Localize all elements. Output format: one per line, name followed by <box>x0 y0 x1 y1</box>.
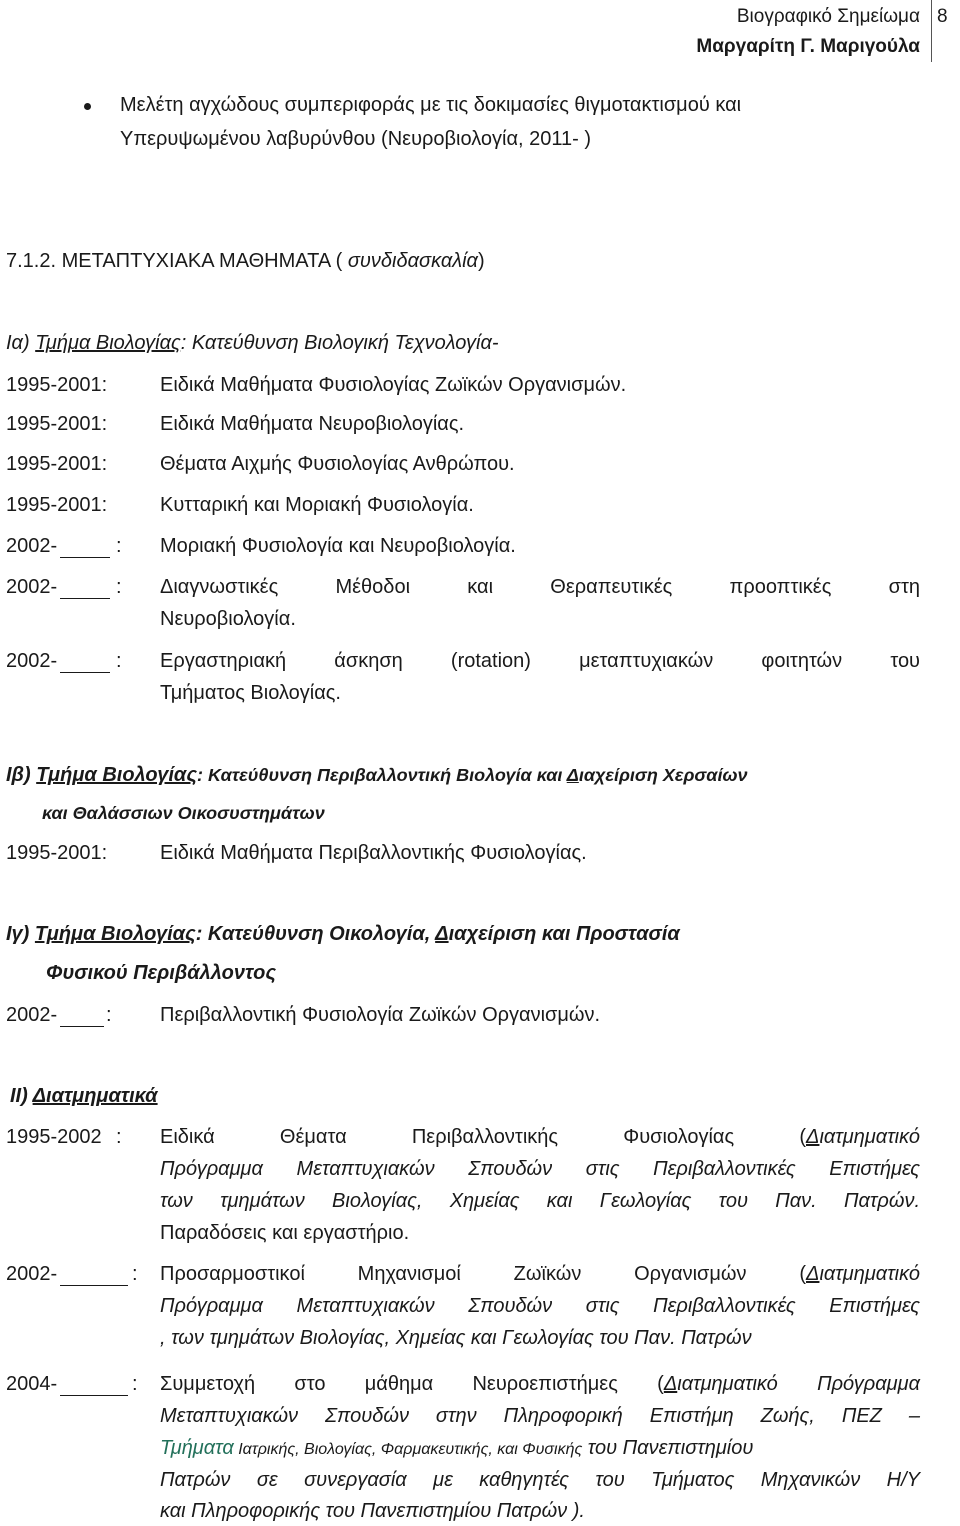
ia-row-6-sep: : <box>116 650 122 672</box>
ib-heading-2: και Θαλάσσιων Οικοσυστημάτων <box>42 803 325 823</box>
date-underline <box>60 557 110 558</box>
ig-heading-2: Φυσικού Περιβάλλοντος <box>46 962 276 984</box>
ia-row-4-text: Μοριακή Φυσιολογία και Νευροβιολογία. <box>160 535 516 557</box>
ii-row-1-l1-plain: Προσαρμοστικοί Μηχανισμοί Ζωϊκών Οργανισμών ( <box>160 1263 807 1285</box>
ii-row-1-l1-u: Δ <box>806 1263 820 1285</box>
ib-direction-1b: ιαχείριση Χερσαίων <box>578 765 748 785</box>
ii-row-2-line-1 <box>160 1373 920 1396</box>
ia-row-0-text: Ειδικά Μαθήματα Φυσιολογίας Ζωϊκών Οργανισμών. <box>160 374 627 396</box>
ib-direction-1u: Δ <box>566 765 579 785</box>
row-sep: : <box>101 842 108 864</box>
ii-row-0-line-3: των τμημάτων Βιολογίας, Χημείας και Γεωλογίας του Παν. Πατρών. <box>160 1190 920 1212</box>
ig-direction-1b: ιαχείριση και Προστασία <box>448 923 680 945</box>
ii-row-1-line-3: , των τμημάτων Βιολογίας, Χημείας και Γεωλογίας του Παν. Πατρών <box>160 1327 752 1349</box>
ii-label: ΙΙ) <box>10 1085 33 1107</box>
ia-row-6-text-2: Τμήματος Βιολογίας. <box>160 682 341 704</box>
ia-heading <box>6 332 499 355</box>
ii-row-2-l3-teal: Τμήματα <box>160 1437 234 1459</box>
ia-row-3 <box>6 494 107 517</box>
ia-row-4-date: 2002- <box>6 535 58 557</box>
row-date: 1995-2001 <box>6 842 102 864</box>
row-sep: : <box>101 413 108 435</box>
ia-row-0 <box>6 374 107 397</box>
ii-row-2-l3-rest: του Πανεπιστημίου <box>582 1437 754 1459</box>
ig-direction-1a: : Κατεύθυνση Οικολογία, <box>195 923 436 945</box>
ii-row-2-l1-it: ιατμηματικό Πρόγραμμα <box>677 1373 920 1395</box>
ia-row-1 <box>6 413 107 436</box>
ii-row-0-sep: : <box>116 1126 122 1148</box>
ig-direction-1u: Δ <box>435 923 449 945</box>
ig-row-sep: : <box>106 1004 112 1026</box>
ib-direction-1: : Κατεύθυνση Περιβαλλοντική Βιολογία και <box>196 765 567 785</box>
ig-label: Ιγ) <box>6 923 35 945</box>
ia-row-5-date: 2002- <box>6 576 58 598</box>
ia-row-5-text-2: Νευροβιολογία. <box>160 608 296 630</box>
date-underline <box>60 598 110 599</box>
section-heading-suffix: ) <box>477 250 485 272</box>
ii-row-1-line-2: Πρόγραμμα Μεταπτυχιακών Σπουδών στις Περιβαλλοντικές Επιστήμες <box>160 1295 920 1317</box>
ii-row-2-line-5: και Πληροφορικής του Πανεπιστημίου Πατρών ). <box>160 1500 585 1522</box>
ii-row-1-line-1 <box>160 1263 920 1286</box>
ii-row-2-l1-u: Δ <box>663 1373 678 1395</box>
ib-heading-1 <box>6 764 747 787</box>
ii-row-0-l1-plain: Ειδικά Θέματα Περιβαλλοντικής Φυσιολογίας ( <box>160 1126 807 1148</box>
section-heading-prefix: 7.1.2. ΜΕΤΑΠΤΥΧΙΑΚΑ ΜΑΘΗΜΑΤΑ ( <box>6 250 348 272</box>
section-heading <box>6 250 485 273</box>
row-date: 1995-2001 <box>6 413 102 435</box>
ig-dept: Τμήμα Βιολογίας <box>34 923 196 945</box>
ii-row-1-l1-it: ιατμηματικό <box>819 1263 920 1285</box>
ii-row-1-date: 2002- <box>6 1263 58 1285</box>
ia-dept: Τμήμα Βιολογίας <box>35 332 181 354</box>
ia-row-6-text-1: Εργαστηριακή άσκηση (rotation) μεταπτυχιακών φοιτητών του <box>160 650 920 672</box>
ii-title: Διατμηματικά <box>32 1085 158 1107</box>
ii-heading <box>10 1085 158 1108</box>
ig-row-text: Περιβαλλοντική Φυσιολογία Ζωϊκών Οργανισμών. <box>160 1004 601 1026</box>
date-underline <box>60 1026 104 1027</box>
row-sep: : <box>101 494 108 516</box>
ib-row-text: Ειδικά Μαθήματα Περιβαλλοντικής Φυσιολογίας. <box>160 842 587 864</box>
ia-direction: : Κατεύθυνση Βιολογική Τεχνολογία- <box>180 332 499 354</box>
row-sep: : <box>101 374 108 396</box>
header-divider <box>931 0 932 62</box>
ii-row-2-line-4: Πατρών σε συνεργασία με καθηγητές του Τμήματος Μηχανικών Η/Υ <box>160 1469 920 1491</box>
ib-label: Ιβ) <box>6 764 37 786</box>
ii-row-0-date: 1995-2002 <box>6 1126 102 1148</box>
ig-heading-1 <box>6 923 680 946</box>
ia-row-3-text: Κυτταρική και Μοριακή Φυσιολογία. <box>160 494 474 516</box>
header-author: Μαργαρίτη Γ. Μαριγούλα <box>696 36 920 57</box>
ib-row <box>6 842 107 865</box>
bullet-line-1: Μελέτη αγχώδους συμπεριφοράς με τις δοκιμασίες θιγμοτακτισμού και <box>120 94 742 116</box>
page-number: 8 <box>937 6 948 27</box>
ia-row-2 <box>6 453 107 476</box>
ii-row-1-sep: : <box>132 1263 138 1285</box>
row-date: 1995-2001 <box>6 453 102 475</box>
bullet-dot <box>84 103 91 110</box>
date-underline <box>60 672 110 673</box>
header-title: Βιογραφικό Σημείωμα <box>736 6 920 27</box>
ia-row-4-sep: : <box>116 535 122 557</box>
ia-row-6-date: 2002- <box>6 650 58 672</box>
row-date: 1995-2001 <box>6 374 102 396</box>
bullet-line-2: Υπερυψωμένου λαβυρύνθου (Νευροβιολογία, 2011- ) <box>120 128 592 150</box>
row-sep: : <box>101 453 108 475</box>
ii-row-0-l1-u: Δ <box>806 1126 820 1148</box>
date-underline <box>60 1285 128 1286</box>
ii-row-0-l1-it: ιατμηματικό <box>819 1126 920 1148</box>
ii-row-2-line-3 <box>160 1437 753 1460</box>
ii-row-2-line-2: Μεταπτυχιακών Σπουδών στην Πληροφορική Επιστήμη Ζωής, ΠΕΖ – <box>160 1405 920 1427</box>
ib-dept: Τμήμα Βιολογίας <box>36 764 197 786</box>
ia-row-5-sep: : <box>116 576 122 598</box>
ii-row-0-line-2: Πρόγραμμα Μεταπτυχιακών Σπουδών στις Περιβαλλοντικές Επιστήμες <box>160 1158 920 1180</box>
section-heading-italic: συνδιδασκαλία <box>347 250 478 272</box>
ig-row-date: 2002- <box>6 1004 58 1026</box>
ii-row-2-l3-small: Ιατρικής, Βιολογίας, Φαρμακευτικής, και Φυσικής <box>233 1441 583 1458</box>
ii-row-0-line-4: Παραδόσεις και εργαστήριο. <box>160 1222 410 1244</box>
ii-row-2-date: 2004- <box>6 1373 58 1395</box>
ia-row-1-text: Ειδικά Μαθήματα Νευροβιολογίας. <box>160 413 465 435</box>
ii-row-2-l1-plain: Συμμετοχή στο μάθημα Νευροεπιστήμες ( <box>160 1373 664 1395</box>
ii-row-2-sep: : <box>132 1373 138 1395</box>
ia-label: Ια) <box>6 332 36 354</box>
ia-row-5-text-1: Διαγνωστικές Μέθοδοι και Θεραπευτικές προοπτικές στη <box>160 576 920 598</box>
ia-row-2-text: Θέματα Αιχμής Φυσιολογίας Ανθρώπου. <box>160 453 515 475</box>
ii-row-0-line-1 <box>160 1126 920 1149</box>
row-date: 1995-2001 <box>6 494 102 516</box>
date-underline <box>60 1395 128 1396</box>
